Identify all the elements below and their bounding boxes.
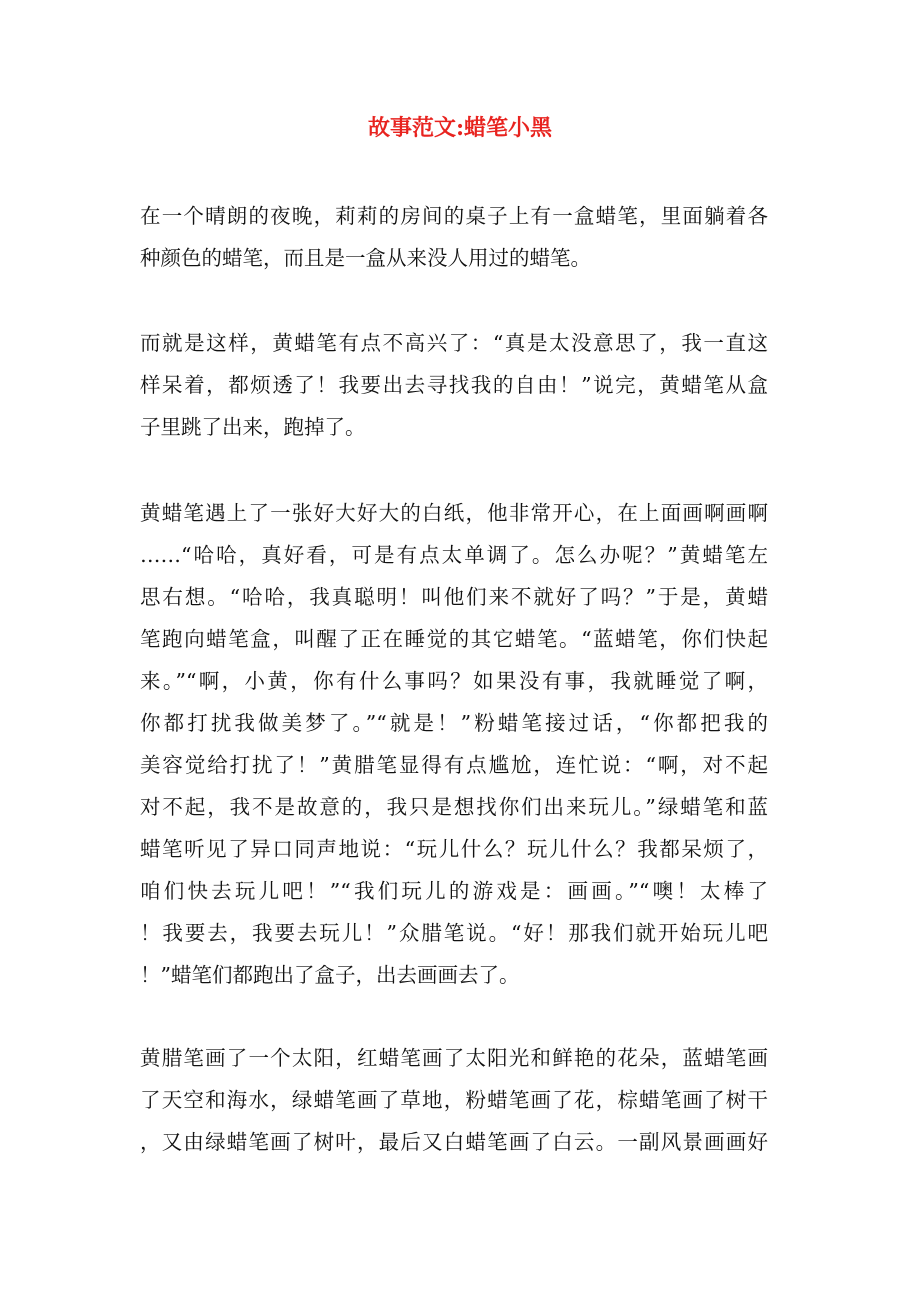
- text-line: 了天空和海水，绿蜡笔画了草地，粉蜡笔画了花，棕蜡笔画了树干: [140, 1088, 768, 1112]
- text-line: 黄蜡笔遇上了一张好大好大的白纸，他非常开心，在上面画啊画啊: [140, 501, 768, 525]
- text-line: ，又由绿蜡笔画了树叶，最后又白蜡笔画了白云。一副风景画画好: [140, 1130, 768, 1154]
- text-line: 黄腊笔画了一个太阳，红蜡笔画了太阳光和鲜艳的花朵，蓝蜡笔画: [140, 1046, 768, 1070]
- text-line: 来。”“啊，小黄，你有什么事吗？如果没有事，我就睡觉了啊，: [140, 669, 768, 693]
- text-line: ……“哈哈，真好看，可是有点太单调了。怎么办呢？”黄蜡笔左: [140, 543, 768, 567]
- text-line: ！我要去，我要去玩儿！”众腊笔说。“好！那我们就开始玩儿吧: [140, 921, 768, 945]
- text-line: 种颜色的蜡笔，而且是一盒从来没人用过的蜡笔。: [140, 246, 591, 270]
- text-line: 样呆着，都烦透了！我要出去寻找我的自由！”说完，黄蜡笔从盒: [140, 373, 768, 397]
- text-line: 对不起，我不是故意的，我只是想找你们出来玩儿。”绿蜡笔和蓝: [140, 795, 768, 819]
- document-title: 故事范文:蜡笔小黑: [367, 115, 553, 141]
- text-line: 在一个晴朗的夜晚，莉莉的房间的桌子上有一盒蜡笔，里面躺着各: [140, 204, 768, 228]
- text-line: 笔跑向蜡笔盒，叫醒了正在睡觉的其它蜡笔。“蓝蜡笔，你们快起: [140, 627, 768, 651]
- text-line: 咱们快去玩儿吧！”“我们玩儿的游戏是：画画。”“噢！太棒了: [140, 879, 768, 903]
- text-line: 思右想。“哈哈，我真聪明！叫他们来不就好了吗？”于是，黄蜡: [140, 585, 768, 609]
- text-line: 而就是这样，黄蜡笔有点不高兴了：“真是太没意思了，我一直这: [140, 331, 768, 355]
- text-line: ！”蜡笔们都跑出了盒子，出去画画去了。: [140, 963, 520, 987]
- text-line: 子里跳了出来，跑掉了。: [140, 415, 366, 439]
- text-line: 蜡笔听见了异口同声地说：“玩儿什么？玩儿什么？我都呆烦了，: [140, 837, 768, 861]
- text-line: 你都打扰我做美梦了。”“就是！”粉蜡笔接过话，“你都把我的: [140, 711, 768, 735]
- text-line: 美容觉给打扰了！”黄腊笔显得有点尴尬，连忙说：“啊，对不起: [140, 753, 768, 777]
